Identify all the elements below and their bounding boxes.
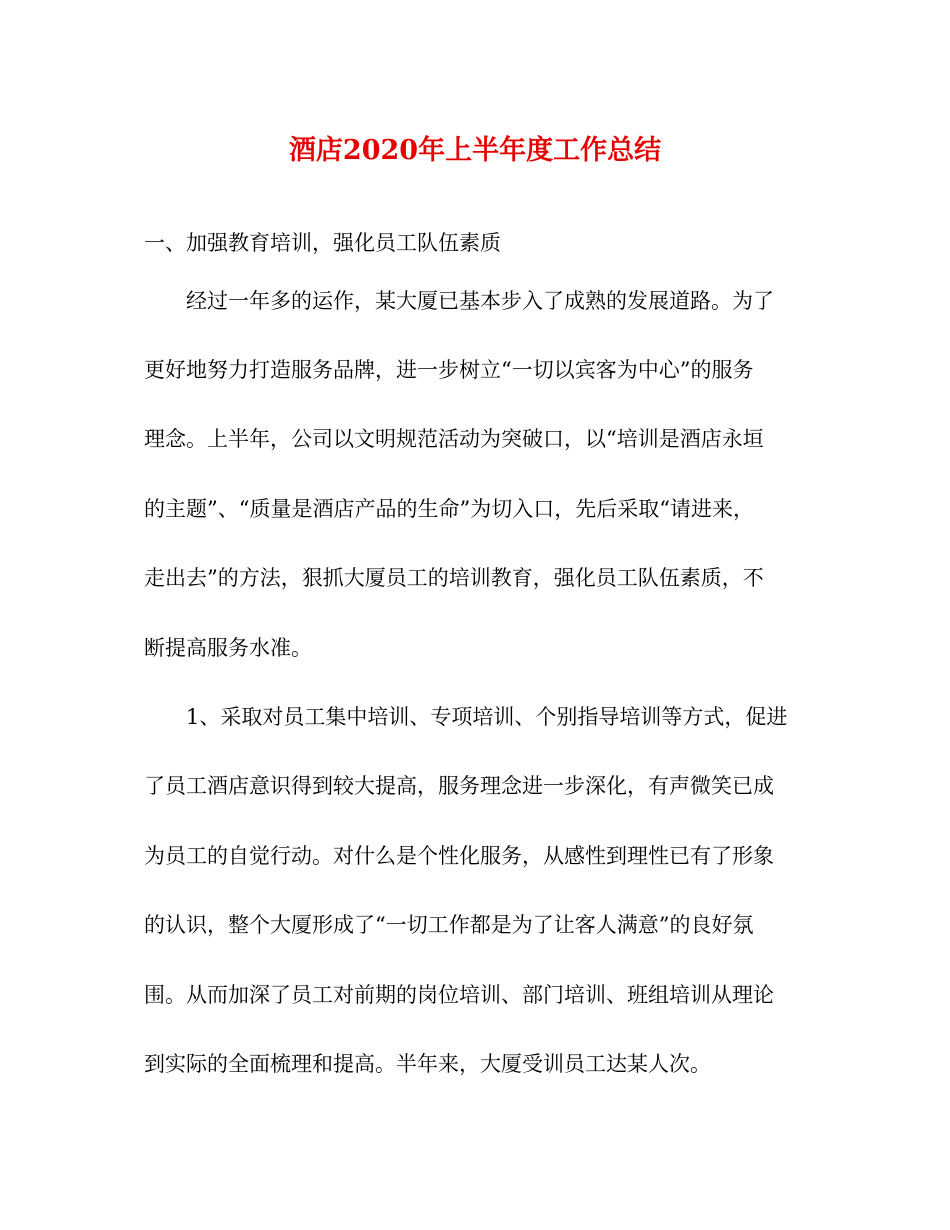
paragraph-2-line-6: 到实际的全面梳理和提高。半年来，大厦受训员工达某人次。 <box>144 1052 711 1076</box>
paragraph-2-line-1: 1、采取对员工集中培训、专项培训、个别指导培训等方式，促进 <box>186 705 788 729</box>
document-title: 酒店2020年上半年度工作总结 <box>288 135 662 166</box>
paragraph-1-line-6: 断提高服务水准。 <box>144 636 312 660</box>
paragraph-2-line-5: 围。从而加深了员工对前期的岗位培训、部门培训、班组培训从理论 <box>144 983 774 1007</box>
paragraph-1-line-2: 更好地努力打造服务品牌，进一步树立“一切以宾客为中心”的服务 <box>144 358 754 382</box>
paragraph-2-line-2: 了员工酒店意识得到较大提高，服务理念进一步深化，有声微笑已成 <box>144 774 774 798</box>
paragraph-1-line-5: 走出去”的方法，狠抓大厦员工的培训教育，强化员工队伍素质，不 <box>144 566 764 590</box>
paragraph-1-line-3: 理念。上半年，公司以文明规范活动为突破口，以“培训是酒店永垣 <box>144 427 764 451</box>
paragraph-2-line-4: 的认识，整个大厦形成了“一切工作都是为了让客人满意”的良好氛 <box>144 913 754 937</box>
section-heading: 一、加强教育培训，强化员工队伍素质 <box>144 231 501 255</box>
paragraph-2-line-3: 为员工的自觉行动。对什么是个性化服务，从感性到理性已有了形象 <box>144 844 774 868</box>
paragraph-1-line-4: 的主题”、“质量是酒店产品的生命”为切入口，先后采取“请进来， <box>144 497 754 521</box>
paragraph-1-line-1: 经过一年多的运作，某大厦已基本步入了成熟的发展道路。为了 <box>186 289 774 313</box>
